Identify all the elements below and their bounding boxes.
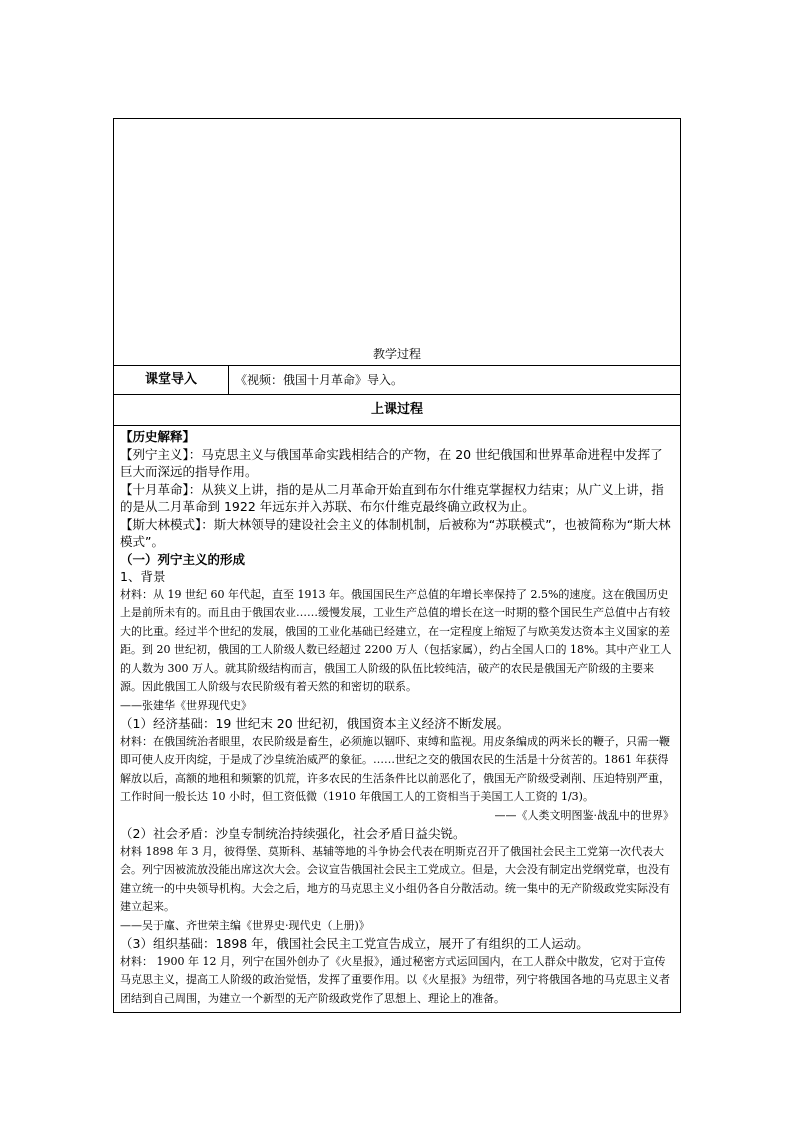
source-1: ——张建华《世界现代史》 [120,698,252,712]
subheading-background: 1、背景 [120,569,166,584]
point-economic-basis: （1）经济基础：19 世纪末 20 世纪初，俄国资本主义经济不断发展。 [120,716,510,731]
content-row [114,426,681,1013]
teaching-process-title: 教学过程 [373,347,422,361]
lesson-plan-page [113,118,680,1013]
term-leninism: 【列宁主义】：马克思主义与俄国革命实践相结合的产物，在 20 世纪俄国和世界革命进程中发挥了巨大而深远的指导作用。 [120,446,663,479]
section-heading-1: （一）列宁主义的形成 [120,551,246,567]
material-2: 材料：在俄国统治者眼里，农民阶级是畜生，必须施以锢吓、束缚和监视。用皮条编成的两米长的鞭子，只需一鞭即可使人皮开肉绽，于是成了沙皇统治威严的象征。……世纪之交的俄国农民的生活是十分贫苦的。1861 年获得解放以后，高额的地租和频繁的饥荒，许多农民的生活条件比以前恶化了，俄国无产阶级受剥削、压迫特别严重，工作时间一般长达 10 小时，但工资低微（1910 年俄国工人的工资相当于美国工人工资的 1/3)。 [120,734,670,803]
class-content-cell [114,426,681,1013]
point-social-contradiction: （2）社会矛盾：沙皇专制统治持续强化，社会矛盾日益尖锐。 [120,826,466,841]
history-heading: 【历史解释】 [120,429,196,444]
term-october-revolution: 【十月革命】：从狭义上讲，指的是从二月革命开始直到布尔什维克掌握权力结束；从广义上讲，指的是从二月革命到 1922 年远东并入苏联、布尔什维克最终确立政权为止。 [120,481,664,514]
source-3: ——吴于廑、齐世荣主编《世界史·现代史（上册)》 [120,918,370,932]
lesson-plan-table [113,118,681,1013]
intro-row [114,366,681,395]
material-1: 材料：从 19 世纪 60 年代起，直至 1913 年。俄国国民生产总值的年增长率保持了 2.5%的速度。这在俄国历史上是前所未有的。而且由于俄国农业……缓慢发展，工业生产总值的增长在这一时期的整个国民生产总值中占有较大的比重。经过半个世纪的发展，俄国的工业化基础已经建立，在一定程度上缩短了与欧美发达资本主义国家的差距。到 20 世纪初，俄国的工人阶级人数已经超过 2200 万人（包括家属），约占全国人口的 18%。其中产业工人的人数为 300 万人。就其阶级结构而言，俄国工人阶级的队伍比较纯洁，破产的农民是俄国无产阶级的主要来源。因此俄国工人阶级与农民阶级有着天然的和密切的联系。 [120,587,672,693]
blank-row [114,119,681,366]
material-3: 材料 1898 年 3 月，彼得堡、莫斯科、基辅等地的斗争协会代表在明斯克召开了俄国社会民主工党第一次代表大会。列宁因被流放没能出席这次大会。会议宣告俄国社会民主工党成立。但是，大会没有制定出党纲党章，也没有建立统一的中央领导机构。大会之后，地方的马克思主义小组仍各自分散活动。统一集中的无产阶级政党实际没有建立起来。 [120,844,670,913]
point-organizational-basis: （3）组织基础：1898 年，俄国社会民主工党宣告成立，展开了有组织的工人运动。 [120,936,589,951]
material-4: 材料： 1900 年 12 月，列宁在国外创办了《火星报》，通过秘密方式运回国内，在工人群众中散发，它对于宣传马克思主义，提高工人阶级的政治觉悟，发挥了重要作用。以《火星报》为纽带，列宁将俄国各地的马克思主义者团结到自己周围，为建立一个新型的无产阶级政党作了思想上、理论上的准备。 [120,954,670,1005]
intro-label: 课堂导入 [114,366,229,395]
term-stalin-model: 【斯大林模式】：斯大林领导的建设社会主义的体制机制，后被称为“苏联模式”，也被简称为“斯大林模式”。 [120,516,671,549]
source-2: ——《人类文明图鉴·战乱中的世界》 [494,808,675,822]
class-title-row [114,395,681,426]
intro-text: 《视频：俄国十月革命》导入。 [229,366,681,395]
class-process-title: 上课过程 [114,395,681,426]
blank-top-cell [114,119,681,366]
